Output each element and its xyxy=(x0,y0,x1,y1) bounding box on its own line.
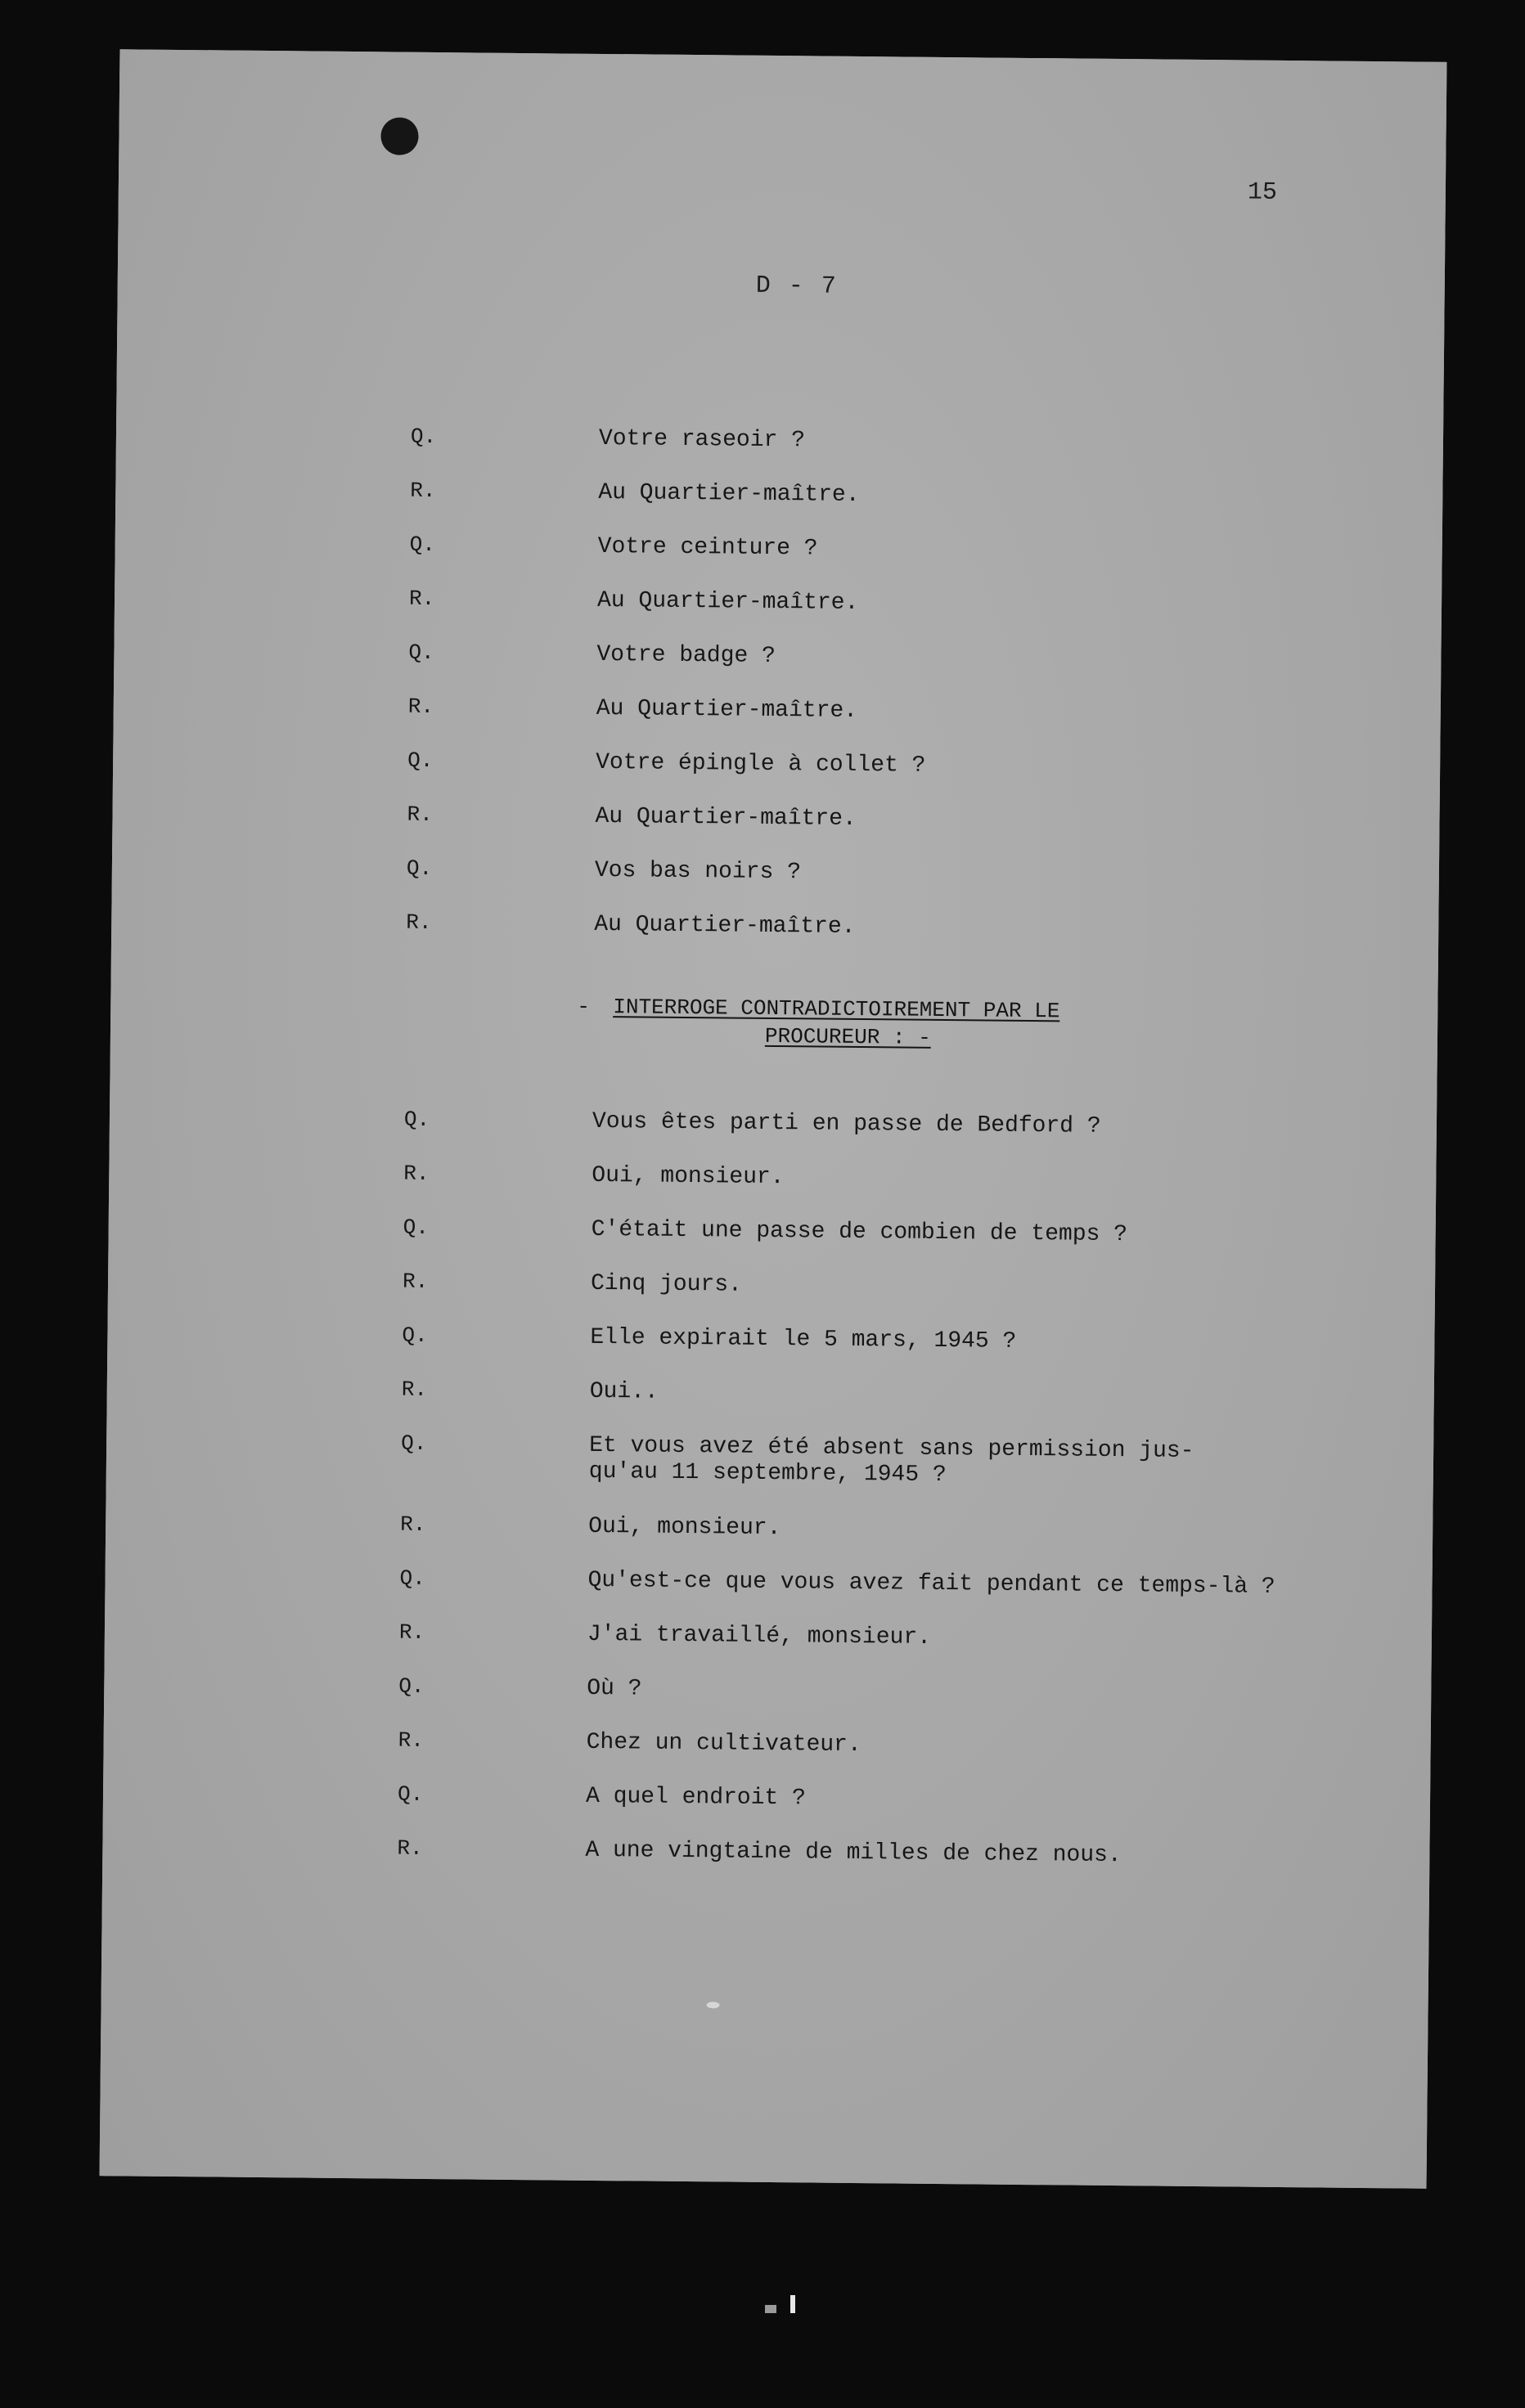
page-number: 15 xyxy=(1247,178,1278,207)
speaker-label: R. xyxy=(408,586,435,611)
exchange xyxy=(116,421,1443,475)
exchange xyxy=(106,1509,1433,1563)
punch-hole xyxy=(380,117,418,155)
speaker-label: Q. xyxy=(397,1781,424,1807)
film-scratch xyxy=(790,2295,795,2313)
exchange-text: Au Quartier-maître. xyxy=(594,911,856,940)
exchange xyxy=(108,1212,1435,1266)
speaker-label: R. xyxy=(407,802,433,827)
exchange-text: Qu'est-ce que vous avez fait pendant ce temps-là ? xyxy=(587,1567,1275,1600)
exchange xyxy=(103,1725,1430,1779)
exchange xyxy=(110,1104,1437,1158)
exchange-text: C'était une passe de combien de temps ? xyxy=(591,1216,1128,1248)
heading-line-2: PROCUREUR : - xyxy=(764,1023,931,1050)
heading-dash: - xyxy=(577,994,591,1019)
exchange xyxy=(115,583,1442,637)
document-page xyxy=(100,49,1447,2188)
exchange xyxy=(102,1833,1429,1887)
speaker-label: Q. xyxy=(408,640,434,665)
exchange-text: Au Quartier-maître. xyxy=(598,479,860,508)
speaker-label: R. xyxy=(398,1620,425,1645)
exchange-text: Au Quartier-maître. xyxy=(596,695,858,724)
exchange-text: Votre ceinture ? xyxy=(597,533,818,562)
exchange-text: Cinq jours. xyxy=(590,1270,743,1298)
exchange xyxy=(115,529,1442,583)
exchange xyxy=(112,853,1439,907)
exchange-text: J'ai travaillé, monsieur. xyxy=(587,1621,932,1651)
exchange xyxy=(115,475,1442,529)
exchange-text: Oui.. xyxy=(589,1378,659,1405)
exchange xyxy=(106,1428,1433,1515)
exchange xyxy=(107,1320,1434,1374)
document-reference: D - 7 xyxy=(755,272,838,301)
paper-speck xyxy=(707,2001,720,2008)
exchange-text: Vous êtes parti en passe de Bedford ? xyxy=(592,1108,1101,1139)
section-heading xyxy=(577,994,1166,1050)
exchange xyxy=(114,637,1441,691)
exchange-text: A une vingtaine de milles de chez nous. xyxy=(585,1837,1122,1869)
speaker-label: Q. xyxy=(398,1673,425,1699)
exchange-text: Où ? xyxy=(587,1675,642,1702)
exchange xyxy=(105,1617,1432,1671)
speaker-label: Q. xyxy=(406,856,433,881)
exchange xyxy=(106,1374,1433,1428)
heading-line-1: INTERROGE CONTRADICTOIREMENT PAR LE xyxy=(613,995,1060,1024)
speaker-label: R. xyxy=(402,1269,429,1294)
exchange-text: Votre raseoir ? xyxy=(598,425,806,454)
exchange xyxy=(111,907,1438,961)
speaker-label: R. xyxy=(398,1727,425,1753)
exchange-text: Au Quartier-maître. xyxy=(595,803,857,832)
exchange xyxy=(104,1671,1431,1725)
speaker-label: Q. xyxy=(407,748,434,773)
speaker-label: R. xyxy=(410,478,436,504)
speaker-label: Q. xyxy=(403,1107,430,1132)
exchange xyxy=(113,745,1440,799)
exchange xyxy=(105,1563,1432,1617)
speaker-label: Q. xyxy=(402,1323,428,1348)
exchange-text: Chez un cultivateur. xyxy=(586,1729,861,1759)
film-scratch xyxy=(765,2305,776,2313)
exchange-text: Vos bas noirs ? xyxy=(594,857,802,886)
exchange-text: Elle expirait le 5 mars, 1945 ? xyxy=(590,1324,1017,1354)
exchange xyxy=(108,1266,1435,1320)
exchange-text: Et vous avez été absent sans permission jus- qu'au 11 septembre, 1945 ? xyxy=(588,1432,1194,1489)
speaker-label: R. xyxy=(397,1835,423,1861)
exchange-text: A quel endroit ? xyxy=(585,1783,807,1812)
speaker-label: R. xyxy=(400,1512,426,1537)
speaker-label: Q. xyxy=(410,424,437,450)
exchange xyxy=(109,1158,1436,1212)
exchange xyxy=(103,1779,1430,1833)
speaker-label: R. xyxy=(406,910,432,935)
speaker-label: Q. xyxy=(403,1215,430,1240)
exchange xyxy=(112,799,1439,853)
exchange-text: Votre épingle à collet ? xyxy=(596,749,926,779)
exchange xyxy=(114,691,1441,745)
speaker-label: Q. xyxy=(401,1431,427,1456)
exchange-text: Oui, monsieur. xyxy=(588,1513,781,1542)
exchange-text: Au Quartier-maître. xyxy=(596,587,859,616)
speaker-label: Q. xyxy=(399,1566,425,1591)
speaker-label: Q. xyxy=(409,532,436,558)
exchange-text: Oui, monsieur. xyxy=(592,1162,785,1191)
speaker-label: R. xyxy=(407,694,434,719)
speaker-label: R. xyxy=(403,1161,430,1186)
speaker-label: R. xyxy=(401,1377,428,1402)
exchange-text: Votre badge ? xyxy=(596,641,776,670)
